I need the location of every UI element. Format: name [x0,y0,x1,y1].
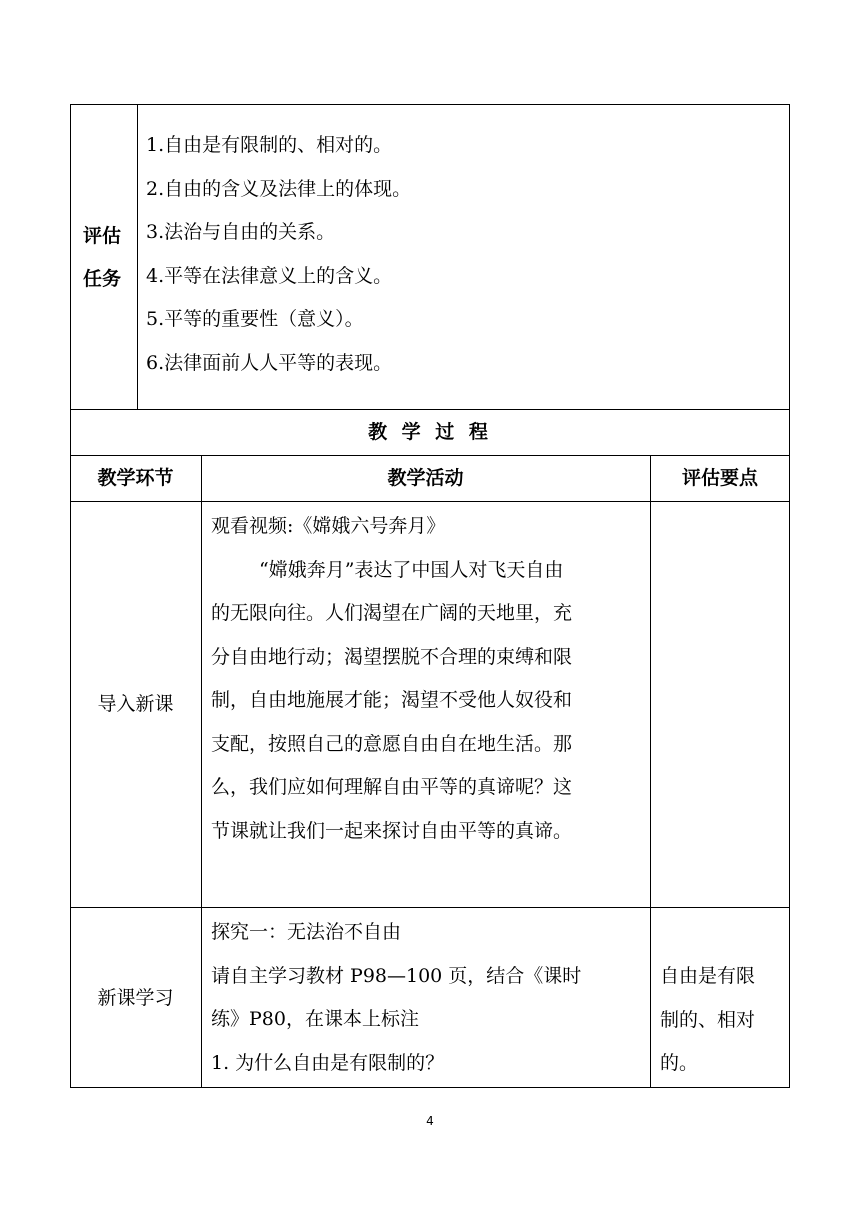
assessment-item: 2.自由的含义及法律上的体现。 [146,177,412,200]
point-line: 自由是有限 [660,965,756,987]
assessment-divider [137,104,138,410]
column-divider-2 [650,455,651,1088]
activity-line: 请自主学习教材 P98—100 页，结合《课时 [211,964,582,987]
point-line: 的。 [660,1052,699,1074]
column-divider-1 [201,455,202,1088]
assessment-label-line2: 任务 [83,268,122,290]
activity-line: 练》P80，在课本上标注 [211,1008,419,1030]
assessment-item-list [146,124,411,385]
stage-intro: 导入新课 [97,693,174,715]
activity-line: 探究一：无法治不自由 [211,921,402,943]
activity-line: 节课就让我们一起来探讨自由平等的真谛。 [211,819,573,842]
header-points: 评估要点 [681,467,758,489]
stage-new-lesson: 新课学习 [97,987,174,1009]
header-activity: 教学活动 [387,467,464,489]
activity-line: 么，我们应如何理解自由平等的真谛呢？这 [211,776,573,798]
activity-line: 的无限向往。人们渴望在广阔的天地里，充 [211,602,573,624]
activity-new-lesson [211,911,581,1085]
process-title: 教 学 过 程 [368,421,492,443]
activity-line: 观看视频:《嫦娥六号奔月》 [211,515,446,537]
activity-line: 分自由地行动；渴望摆脱不合理的束缚和限 [211,645,573,668]
point-line: 制的、相对 [660,1008,756,1031]
title-row-divider [70,455,790,456]
header-stage: 教学环节 [97,467,174,489]
assessment-item: 5.平等的重要性（意义）。 [146,308,364,330]
assessment-item: 6.法律面前人人平等的表现。 [146,351,393,374]
activity-line: 制，自由地施展才能；渴望不受他人奴役和 [211,689,573,711]
activity-line: “嫦娥奔月”表达了中国人对飞天自由 [259,558,564,581]
points-new-lesson [660,955,755,1086]
assessment-item: 4.平等在法律意义上的含义。 [146,264,393,287]
activity-line: 支配，按照自己的意愿自由自在地生活。那 [211,732,573,755]
activity-intro [211,505,572,853]
header-row-divider [70,501,790,502]
activity-line: 1. 为什么自由是有限制的？ [211,1051,445,1074]
assessment-item: 3.法治与自由的关系。 [146,221,336,243]
assessment-item: 1.自由是有限制的、相对的。 [146,134,393,156]
assessment-label-line1: 评估 [83,225,122,247]
row-divider [70,907,790,908]
page-number: 4 [426,1114,434,1128]
